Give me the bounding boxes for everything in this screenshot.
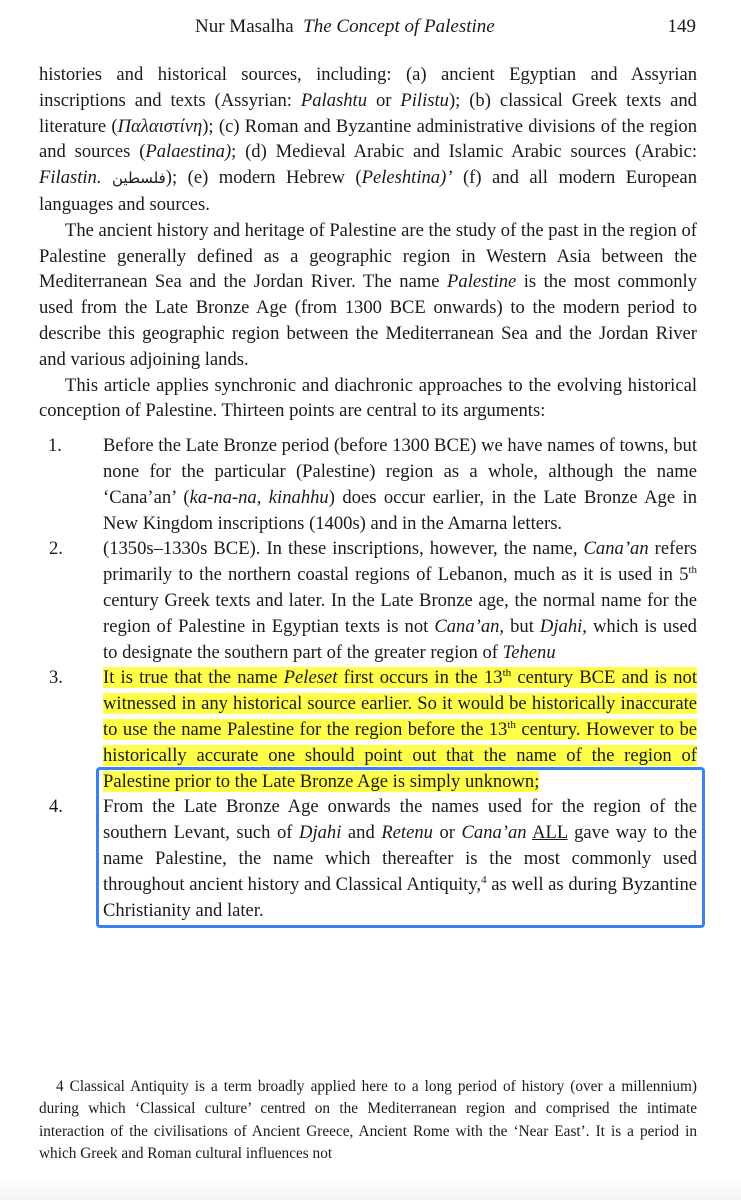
list-item[interactable]: 4. From the Late Bronze Age onwards the names used for the region of the southern Levant, such of Djahi and Retenu or Cana’an ALL gave way to the name Palestine, the name which thereafter is the most commonly used throughout ancient history and Classical Antiquity,$^4$ as well as during Byzantine Christianity and later. (49, 796, 697, 921)
book-title: The Concept of Palestine (303, 16, 495, 37)
page-number: 149 (667, 16, 696, 37)
greek-word: Παλαιστίνη (117, 115, 203, 137)
author-name: Nur Masalha (195, 16, 294, 37)
selection-box[interactable] (96, 767, 705, 928)
running-header (0, 16, 741, 42)
list-number: 1. (48, 435, 62, 457)
footnote-reference[interactable]: 4 (481, 873, 487, 886)
paragraph-article-approach[interactable]: This article applies synchronic and diachronic approaches to the evolving historical conception of Palestine. Thirteen points are central to its arguments: (39, 374, 697, 422)
paragraph-ancient-history[interactable]: The ancient history and heritage of Palestine are the study of the past in the region of Palestine generally defined as a geographic region in Western Asia between the Mediterranean Sea and the Jordan River. The name Palestine is the most commonly used from the Late Bronze Age (from 1300 BCE onwards) to the modern period to describe this geographic region between the Mediterranean Sea and the Jordan River and various adjoining lands. (39, 219, 698, 370)
underlined-word: ALL (532, 822, 568, 844)
footnote (39, 1076, 697, 1165)
highlighted-text[interactable]: It is true that the name Peleset first occurs in the 13th century BCE and is not witnessed in any historical source earlier. So it would be historically inaccurate to use the name Palestine for the region before the 13th century. However to be historically accurate one should point out that the name of the region of Palestine prior to the Late Bronze Age is simply unknown; (103, 667, 697, 792)
arabic-word: فلسطين (112, 169, 166, 188)
paragraph-sources[interactable]: histories and historical sources, including: (a) ancient Egyptian and Assyrian inscriptions and texts (Assyrian: Palashtu or Pilistu); (b) classical Greek texts and literature (Παλαιστίνη); (c) Roman and Byzantine administrative divisions of the region and sources (Palaestina); (d) Medieval Arabic and Islamic Arabic sources (Arabic: Filastin. فلسطين); (e) modern Hebrew (Peleshtina)’ (f) and all modern European languages and sources. (39, 64, 697, 215)
page-bottom-edge (0, 1178, 741, 1200)
list-item[interactable]: 1. Before the Late Bronze period (before 1300 BCE) we have names of towns, but none for the particular (Palestine) region as a whole, although the name ‘Cana’an’ (ka-na-na, kinahhu) does occur earlier, in the Late Bronze Age in New Kingdom inscriptions (1400s) and in the Amarna letters. (48, 435, 697, 534)
list-number: 2. (49, 538, 63, 560)
running-head (195, 16, 495, 38)
footnote-text: 4 Classical Antiquity is a term broadly applied here to a long period of history (over a millennium) during which ‘Classical culture’ centred on the Mediterranean region and comprised the intimate interaction of the civilisations of Ancient Greece, Ancient Rome with the ‘Near East’. It is a period in which Greek and Roman cultural influences not (39, 1078, 697, 1162)
list-number: 4. (49, 796, 63, 818)
list-item[interactable]: 2. (1350s–1330s BCE). In these inscriptions, however, the name, Cana’an refers primarily to the northern coastal regions of Lebanon, much as it is used in 5th century Greek texts and later. In the Late Bronze age, the normal name for the region of Palestine in Egyptian texts is not Cana’an, but Djahi, which is used to designate the southern part of the greater region of Tehenu (49, 538, 697, 663)
list-number: 3. (49, 667, 63, 689)
